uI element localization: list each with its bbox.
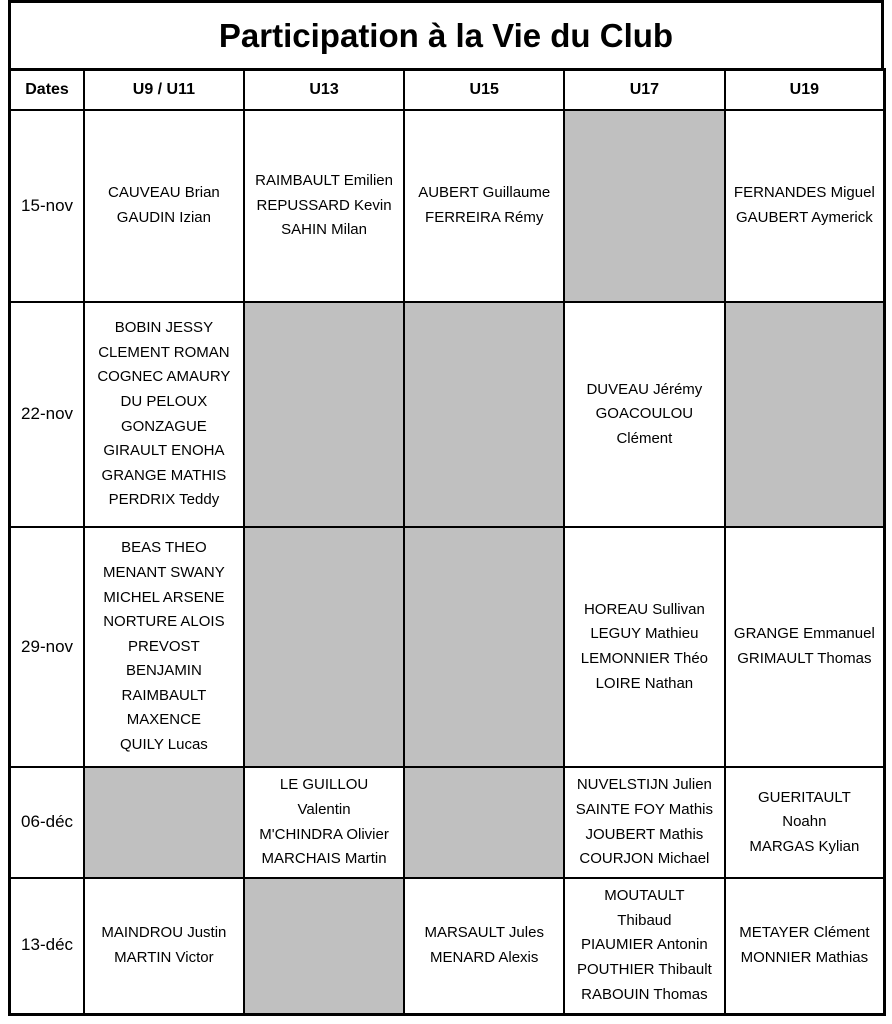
participant-name: CLEMENT ROMAN: [98, 343, 230, 361]
participant-name: M'CHINDRA Olivier: [259, 825, 389, 843]
participant-name: COURJON Michael: [579, 850, 710, 868]
date-cell: 22-nov: [10, 302, 85, 527]
participant-name: FERNANDES Miguel: [733, 184, 875, 202]
participant-name: PIAUMIER Antonin: [581, 936, 708, 954]
cell-u19: [725, 302, 885, 527]
cell-u15: [404, 878, 564, 1014]
participant-name: GRIMAULT Thomas: [737, 650, 872, 667]
participant-name: GRANGE Emmanuel: [733, 625, 875, 643]
participant-name: DUVEAU Jérémy: [586, 380, 703, 398]
cell-u9-u11: [84, 767, 244, 878]
schedule-sheet: [8, 0, 886, 1024]
participant-name: MARCHAIS Martin: [261, 850, 387, 868]
header-u19: U19: [725, 70, 885, 111]
cell-u19: [725, 767, 885, 878]
participant-name: DU PELOUX: [120, 392, 208, 410]
participant-name: QUILY Lucas: [119, 736, 208, 754]
participant-name: NUVELSTIJN Julien: [576, 776, 712, 794]
participant-name: FERREIRA Rémy: [425, 209, 544, 226]
participant-name: MAXENCE: [126, 711, 201, 729]
participant-name: REPUSSARD Kevin: [256, 196, 392, 214]
participant-name: Valentin: [297, 800, 351, 818]
cell-u13: [244, 302, 405, 527]
date-cell: 13-déc: [10, 878, 85, 1014]
participant-name: MOUTAULT: [604, 887, 685, 905]
cell-u15: [404, 767, 564, 878]
participant-name: BOBIN JESSY: [114, 319, 214, 337]
participant-name: POUTHIER Thibault: [576, 961, 712, 979]
participant-name: SAHIN Milan: [281, 221, 367, 239]
cell-u9-u11: [84, 527, 244, 767]
participant-name: GONZAGUE: [120, 417, 207, 435]
participant-name: GAUDIN Izian: [116, 209, 211, 226]
participant-name: CAUVEAU Brian: [108, 184, 220, 202]
participant-name: PREVOST: [128, 637, 200, 655]
participant-name: HOREAU Sullivan: [583, 600, 705, 618]
cell-u17: [564, 110, 725, 302]
participant-name: RABOUIN Thomas: [581, 985, 708, 1003]
participant-name: GRANGE MATHIS: [101, 466, 227, 484]
participation-table: [8, 68, 886, 1016]
date-cell: 29-nov: [10, 527, 85, 767]
participant-name: BENJAMIN: [125, 662, 202, 680]
date-cell: 15-nov: [10, 110, 85, 302]
header-u17: U17: [564, 70, 725, 111]
cell-u19: [725, 110, 885, 302]
cell-u13: [244, 878, 405, 1014]
cell-u19: [725, 527, 885, 767]
participant-name: JOUBERT Mathis: [585, 825, 704, 843]
table-row: [10, 302, 885, 527]
table-row: [10, 110, 885, 302]
page-title: Participation à la Vie du Club: [8, 0, 884, 68]
header-u9-u11: U9 / U11: [84, 70, 244, 111]
table-row: [10, 527, 885, 767]
participant-name: MENANT SWANY: [103, 563, 225, 581]
participant-name: Noahn: [782, 813, 827, 831]
participant-name: GUERITAULT: [757, 788, 851, 806]
table-row: [10, 767, 885, 878]
participant-name: PERDRIX Teddy: [108, 491, 220, 509]
participant-name: Clément: [616, 429, 673, 447]
participant-name: RAIMBAULT Emilien: [255, 172, 393, 190]
cell-u13: [244, 527, 405, 767]
cell-u9-u11: [84, 110, 244, 302]
cell-u17: [564, 767, 725, 878]
header-u15: U15: [404, 70, 564, 111]
header-dates: Dates: [10, 70, 85, 111]
participant-name: Thibaud: [617, 911, 672, 929]
participant-name: LE GUILLOU: [279, 776, 369, 794]
participant-name: LEGUY Mathieu: [590, 625, 699, 643]
participant-name: MARSAULT Jules: [424, 924, 544, 942]
cell-u15: [404, 527, 564, 767]
participant-name: GAUBERT Aymerick: [736, 209, 873, 226]
cell-u9-u11: [84, 302, 244, 527]
participant-name: NORTURE ALOIS: [103, 613, 225, 631]
cell-u15: [404, 110, 564, 302]
participant-name: GOACOULOU: [595, 405, 694, 423]
participant-name: GIRAULT ENOHA: [103, 442, 225, 460]
table-row: [10, 878, 885, 1014]
participant-name: SAINTE FOY Mathis: [575, 800, 713, 818]
participant-name: BEAS THEO: [121, 539, 207, 557]
participant-name: METAYER Clément: [739, 924, 870, 942]
participant-name: MICHEL ARSENE: [103, 588, 225, 606]
participant-name: AUBERT Guillaume: [418, 184, 551, 202]
participant-name: MAINDROU Justin: [101, 924, 227, 942]
participant-name: RAIMBAULT: [121, 686, 207, 704]
cell-u17: [564, 302, 725, 527]
header-u13: U13: [244, 70, 405, 111]
cell-u9-u11: [84, 878, 244, 1014]
participant-name: MARTIN Victor: [114, 948, 214, 966]
cell-u19: [725, 878, 885, 1014]
date-cell: 06-déc: [10, 767, 85, 878]
participant-name: LEMONNIER Théo: [580, 650, 708, 667]
cell-u17: [564, 878, 725, 1014]
participant-name: COGNEC AMAURY: [97, 368, 231, 386]
cell-u13: [244, 767, 405, 878]
cell-u15: [404, 302, 564, 527]
cell-u13: [244, 110, 405, 302]
participant-name: LOIRE Nathan: [595, 674, 694, 692]
participant-name: MENARD Alexis: [430, 948, 539, 966]
participant-name: MARGAS Kylian: [749, 837, 860, 855]
header-row: [10, 70, 885, 111]
cell-u17: [564, 527, 725, 767]
participant-name: MONNIER Mathias: [740, 948, 869, 966]
